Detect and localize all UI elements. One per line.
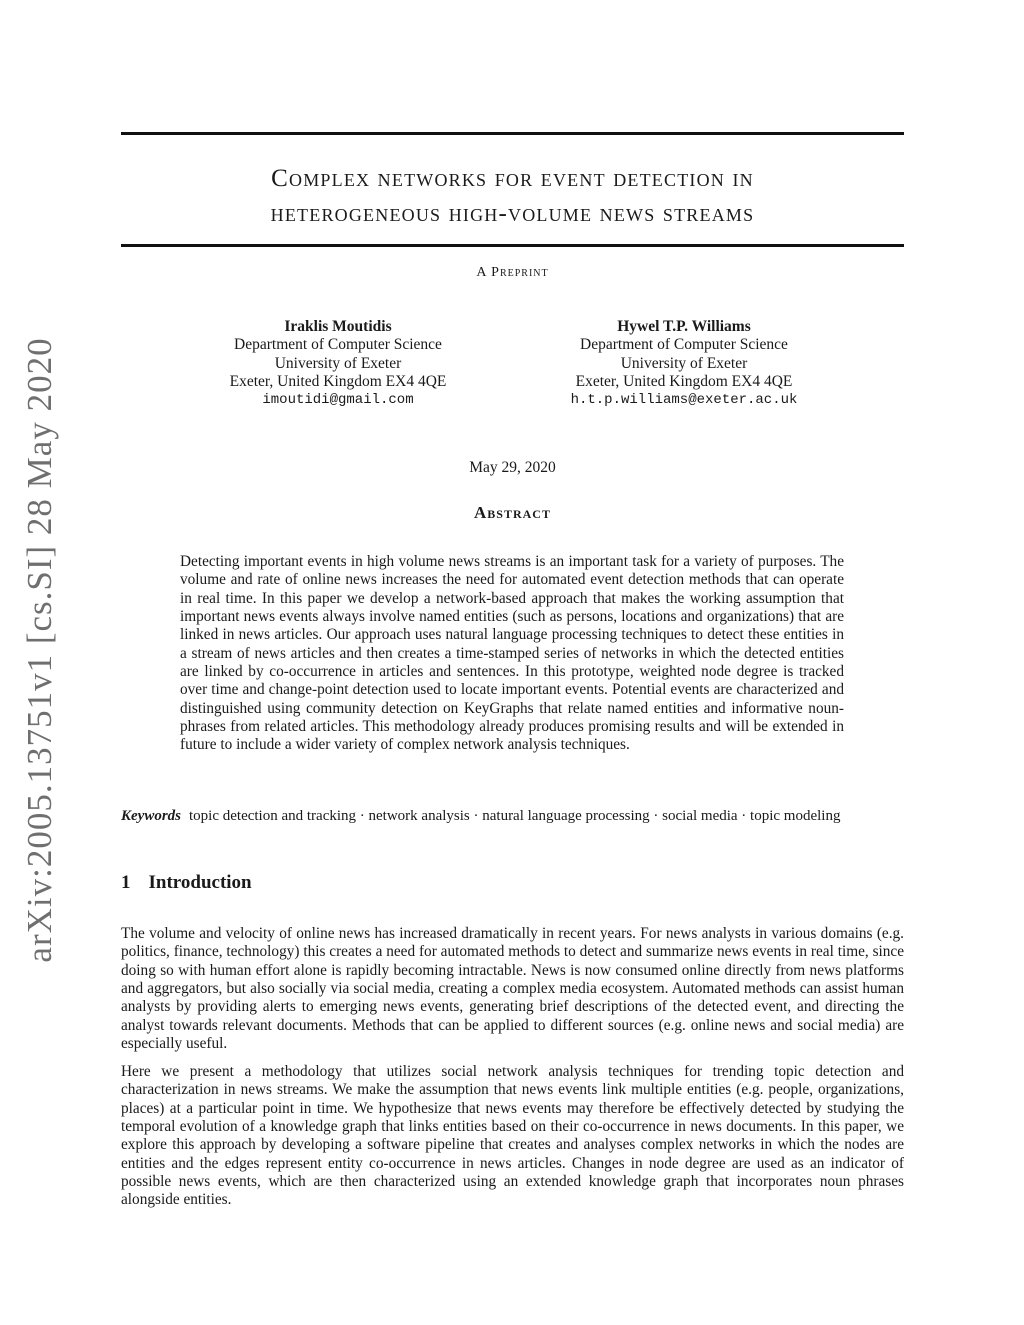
abstract-heading: Abstract: [474, 503, 551, 522]
arxiv-identifier: arXiv:2005.13751v1 [cs.SI] 28 May 2020: [20, 337, 59, 963]
author-address: Exeter, United Kingdom EX4 4QE: [575, 372, 793, 390]
abstract-text: Detecting important events in high volume news streams is an important task for a variety of purposes. The volume and rate of online news increases the need for automated event detection methods that can operate in real time. In this paper we develop a network-based approach that makes the working assumption that important news events always involve named entities (such as persons, locations and organizations) that are linked in news articles. Our approach uses natural language processing techniques to detect these entities in a stream of news articles and then creates a time-stamped series of networks in which the detected entities are linked by co-occurrence in articles and sentences. In this prototype, weighted node degree is tracked over time and change-point detection used to locate important events. Potential events are characterized and distinguished using community detection on KeyGraphs that relate named entities and informative noun-phrases from related articles. This methodology already produces promising results and will be extended in future to include a wider variety of complex network analysis techniques.: [180, 553, 844, 754]
author-block-1: [158, 318, 518, 409]
preprint-label: A Preprint: [476, 265, 549, 280]
author-block-2: [504, 318, 864, 409]
keywords-text: topic detection and tracking · network analysis · natural language processing · social media · topic modeling: [189, 808, 841, 824]
intro-paragraph-2: Here we present a methodology that utilizes social network analysis techniques for trending topic detection and characterization in news streams. We make the assumption that news events link multiple entities (e.g. people, organizations, places) at a particular point in time. We hypothesize that news events may therefore be effectively detected by studying the temporal evolution of a knowledge graph that links entities based on their co-occurrence in news documents. In this paper, we explore this approach by developing a software pipeline that creates and analyses complex networks in which the nodes are entities and the edges represent entity co-occurrence in news articles. Changes in node degree are used as an indicator of possible news events, which are then characterized using an extended knowledge graph that incorporates noun phrases alongside entities.: [121, 1063, 904, 1209]
author-university: University of Exeter: [620, 354, 748, 372]
author-department: Department of Computer Science: [580, 336, 788, 354]
author-department: Department of Computer Science: [234, 336, 442, 354]
title-line-2: heterogeneous high-volume news streams: [270, 200, 755, 227]
title-rule-top: [121, 132, 904, 135]
publication-date: May 29, 2020: [469, 459, 556, 476]
author-email[interactable]: h.t.p.williams@exeter.ac.uk: [570, 392, 798, 409]
author-name: Hywel T.P. Williams: [617, 318, 751, 335]
author-university: University of Exeter: [274, 354, 402, 372]
section-heading: [121, 872, 252, 894]
section-title: Introduction: [148, 872, 252, 893]
intro-paragraph-1: The volume and velocity of online news has increased dramatically in recent years. For news analysts in various domains (e.g. politics, finance, technology) this creates a need for automated methods to detect and summarize news events in real time, since doing so with human effort alone is rapidly becoming intractable. News is now consumed online directly from news platforms and aggregators, but also socially via social media, creating a complex media ecosystem. Automated methods can assist human analysts by providing alerts to emerging news events, generating brief descriptions of the detected event, and directing the analyst towards relevant documents. Methods that can be applied to different sources (e.g. online news and social media) are especially useful.: [121, 925, 904, 1053]
keywords-line: [121, 808, 921, 825]
keywords-label: Keywords: [121, 808, 181, 824]
title-rule-bottom: [121, 244, 904, 247]
author-address: Exeter, United Kingdom EX4 4QE: [229, 372, 447, 390]
author-email[interactable]: imoutidi@gmail.com: [262, 392, 414, 409]
paper-title: [121, 161, 904, 231]
author-name: Iraklis Moutidis: [284, 318, 392, 335]
section-number: 1: [121, 872, 131, 893]
title-line-1: Complex networks for event detection in: [271, 165, 754, 192]
